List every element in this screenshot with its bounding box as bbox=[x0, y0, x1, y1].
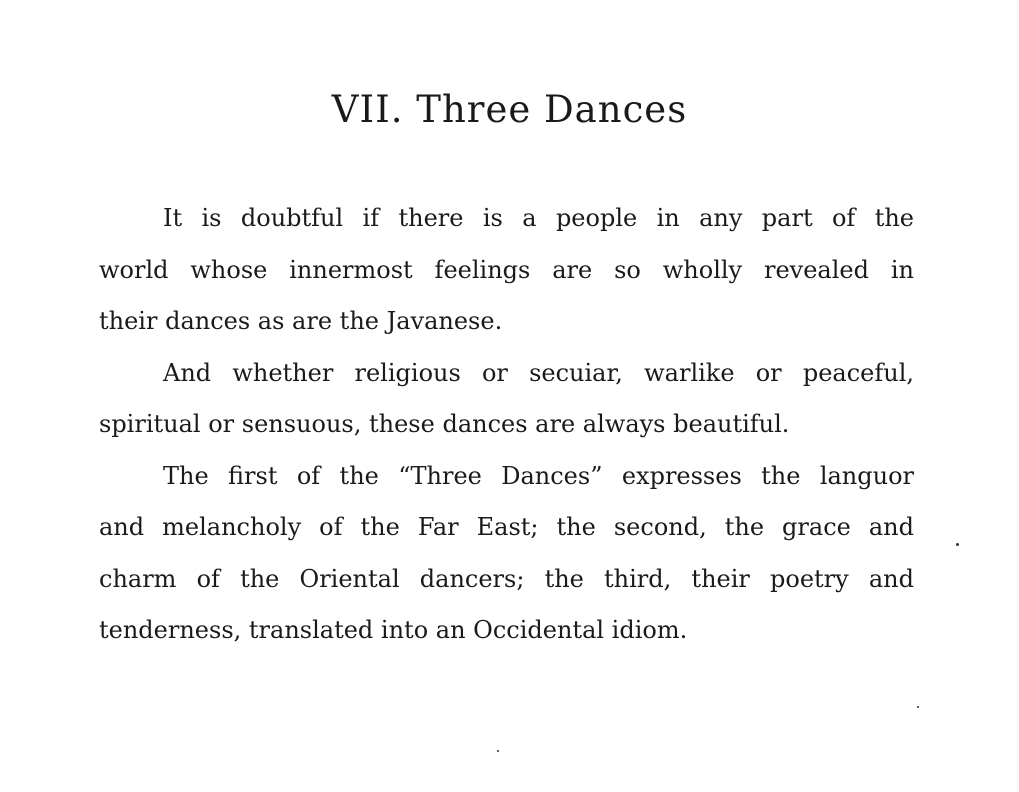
text-line: The first of the “Three Dances” expresses the languor bbox=[163, 461, 914, 490]
text-line: tenderness, translated into an Occidental idiom. bbox=[99, 616, 688, 644]
body-text bbox=[99, 193, 914, 657]
scan-speck bbox=[497, 750, 499, 752]
text-line: spiritual or sensuous, these dances are always beautiful. bbox=[99, 410, 790, 438]
scan-speck bbox=[956, 543, 959, 546]
paragraph-3 bbox=[99, 451, 914, 657]
paragraph-1 bbox=[99, 193, 914, 348]
page-title: VII. Three Dances bbox=[331, 88, 688, 131]
text-line: And whether religious or secuiar, warlike or peaceful, bbox=[163, 358, 914, 387]
text-line: It is doubtful if there is a people in any part of the bbox=[163, 204, 914, 232]
text-line: charm of the Oriental dancers; the third, their poetry and bbox=[99, 564, 914, 593]
text-line: world whose innermost feelings are so wholly revealed in bbox=[99, 255, 914, 284]
text-line: their dances as are the Javanese. bbox=[99, 307, 503, 335]
scan-speck bbox=[917, 706, 919, 708]
paragraph-2 bbox=[99, 348, 914, 451]
text-line: and melancholy of the Far East; the second, the grace and bbox=[99, 513, 914, 541]
